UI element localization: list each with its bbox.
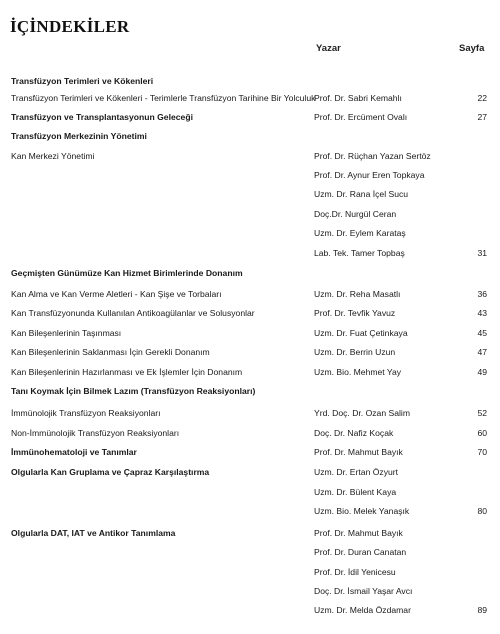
- toc-entry: [0, 266, 500, 280]
- toc-entry: [0, 129, 500, 143]
- chapter-title: İmmünolojik Transfüzyon Reaksiyonları: [11, 408, 161, 418]
- toc-entry: [0, 345, 500, 359]
- toc-entry: [0, 246, 500, 260]
- section-heading: Geçmişten Günümüze Kan Hizmet Birimlerinde Donanım: [11, 268, 243, 278]
- chapter-title: Non-İmmünolojik Transfüzyon Reaksiyonları: [11, 428, 180, 438]
- toc-entry: [0, 545, 500, 559]
- page-number: 22: [477, 93, 487, 103]
- section-heading: Transfüzyon Terimleri ve Kökenleri: [11, 76, 154, 86]
- chapter-title: Kan Bileşenlerinin Hazırlanması ve Ek İşlemler İçin Donanım: [11, 367, 243, 377]
- toc-entry: [0, 226, 500, 240]
- toc-entry: [0, 168, 500, 182]
- author-name: Uzm. Dr. Eylem Karataş: [314, 228, 406, 238]
- chapter-title: Kan Bileşenlerinin Saklanması İçin Gerekli Donanım: [11, 347, 210, 357]
- page-number: 80: [477, 506, 487, 516]
- section-heading: Transfüzyon ve Transplantasyonun Geleceği: [11, 112, 193, 122]
- author-name: Uzm. Dr. Melda Özdamar: [314, 605, 411, 615]
- toc-entry: [0, 74, 500, 88]
- chapter-title: Kan Bileşenlerinin Taşınması: [11, 328, 122, 338]
- author-name: Uzm. Bio. Mehmet Yay: [314, 367, 402, 377]
- toc-entry: [0, 187, 500, 201]
- page-number: 52: [477, 408, 487, 418]
- page-number: 31: [477, 248, 487, 258]
- toc-entry: [0, 565, 500, 579]
- section-heading: Tanı Koymak İçin Bilmek Lazım (Transfüzyon Reaksiyonları): [11, 386, 256, 396]
- author-name: Uzm. Dr. Rana İçel Sucu: [314, 189, 409, 199]
- author-name: Lab. Tek. Tamer Topbaş: [314, 248, 405, 258]
- section-heading: Olgularla Kan Gruplama ve Çapraz Karşılaştırma: [11, 467, 210, 477]
- section-heading: İmmünohematoloji ve Tanımlar: [11, 447, 137, 457]
- author-name: Prof. Dr. İdil Yenicesu: [314, 567, 396, 577]
- page-number: 43: [477, 308, 487, 318]
- toc-entry: [0, 504, 500, 518]
- page-column-header: Sayfa: [459, 43, 485, 54]
- toc-entry: [0, 485, 500, 499]
- author-name: Uzm. Bio. Melek Yanaşık: [314, 506, 410, 516]
- author-column-header: Yazar: [316, 43, 341, 54]
- page-number: 60: [477, 428, 487, 438]
- author-name: Prof. Dr. Duran Canatan: [314, 547, 407, 557]
- toc-entry: [0, 287, 500, 301]
- page-number: 45: [477, 328, 487, 338]
- author-name: Doç. Dr. İsmail Yaşar Avcı: [314, 586, 413, 596]
- author-name: Uzm. Dr. Bülent Kaya: [314, 487, 397, 497]
- page-number: 89: [477, 605, 487, 615]
- page-number: 70: [477, 447, 487, 457]
- chapter-title: Kan Alma ve Kan Verme Aletleri - Kan Şişe ve Torbaları: [11, 289, 222, 299]
- author-name: Doç.Dr. Nurgül Ceran: [314, 209, 397, 219]
- author-name: Prof. Dr. Mahmut Bayık: [314, 447, 403, 457]
- author-name: Yrd. Doç. Dr. Ozan Salim: [314, 408, 410, 418]
- toc-entry: [0, 365, 500, 379]
- toc-entry: [0, 149, 500, 163]
- author-name: Prof. Dr. Mahmut Bayık: [314, 528, 403, 538]
- toc-entry: [0, 406, 500, 420]
- author-name: Uzm. Dr. Fuat Çetinkaya: [314, 328, 408, 338]
- toc-entry: [0, 584, 500, 598]
- chapter-title: Kan Transfüzyonunda Kullanılan Antikoagülanlar ve Solusyonlar: [11, 308, 255, 318]
- toc-entry: [0, 207, 500, 221]
- author-name: Doç. Dr. Nafiz Koçak: [314, 428, 394, 438]
- author-name: Uzm. Dr. Ertan Özyurt: [314, 467, 399, 477]
- page-number: 47: [477, 347, 487, 357]
- page-number: 27: [477, 112, 487, 122]
- section-heading: Olgularla DAT, IAT ve Antikor Tanımlama: [11, 528, 176, 538]
- toc-entry: [0, 445, 500, 459]
- author-name: Prof. Dr. Sabri Kemahlı: [314, 93, 402, 103]
- toc-entry: [0, 306, 500, 320]
- toc-entry: [0, 91, 500, 105]
- toc-entry: [0, 603, 500, 617]
- author-name: Uzm. Dr. Reha Masatlı: [314, 289, 401, 299]
- toc-entry: [0, 384, 500, 398]
- author-name: Prof. Dr. Ercüment Ovalı: [314, 112, 408, 122]
- toc-entry: [0, 326, 500, 340]
- chapter-title: Transfüzyon Terimleri ve Kökenleri - Terimlerle Transfüzyon Tarihine Bir Yolculuk: [11, 93, 316, 103]
- toc-entry: [0, 465, 500, 479]
- page-title: İÇİNDEKİLER: [10, 17, 130, 36]
- toc-entry: [0, 426, 500, 440]
- author-name: Uzm. Dr. Berrin Uzun: [314, 347, 396, 357]
- page-number: 36: [477, 289, 487, 299]
- author-name: Prof. Dr. Aynur Eren Topkaya: [314, 170, 425, 180]
- section-heading: Transfüzyon Merkezinin Yönetimi: [11, 131, 147, 141]
- toc-entry: [0, 526, 500, 540]
- author-name: Prof. Dr. Tevfik Yavuz: [314, 308, 396, 318]
- author-name: Prof. Dr. Rüçhan Yazan Sertöz: [314, 151, 431, 161]
- chapter-title: Kan Merkezi Yönetimi: [11, 151, 95, 161]
- page-number: 49: [477, 367, 487, 377]
- toc-entry: [0, 110, 500, 124]
